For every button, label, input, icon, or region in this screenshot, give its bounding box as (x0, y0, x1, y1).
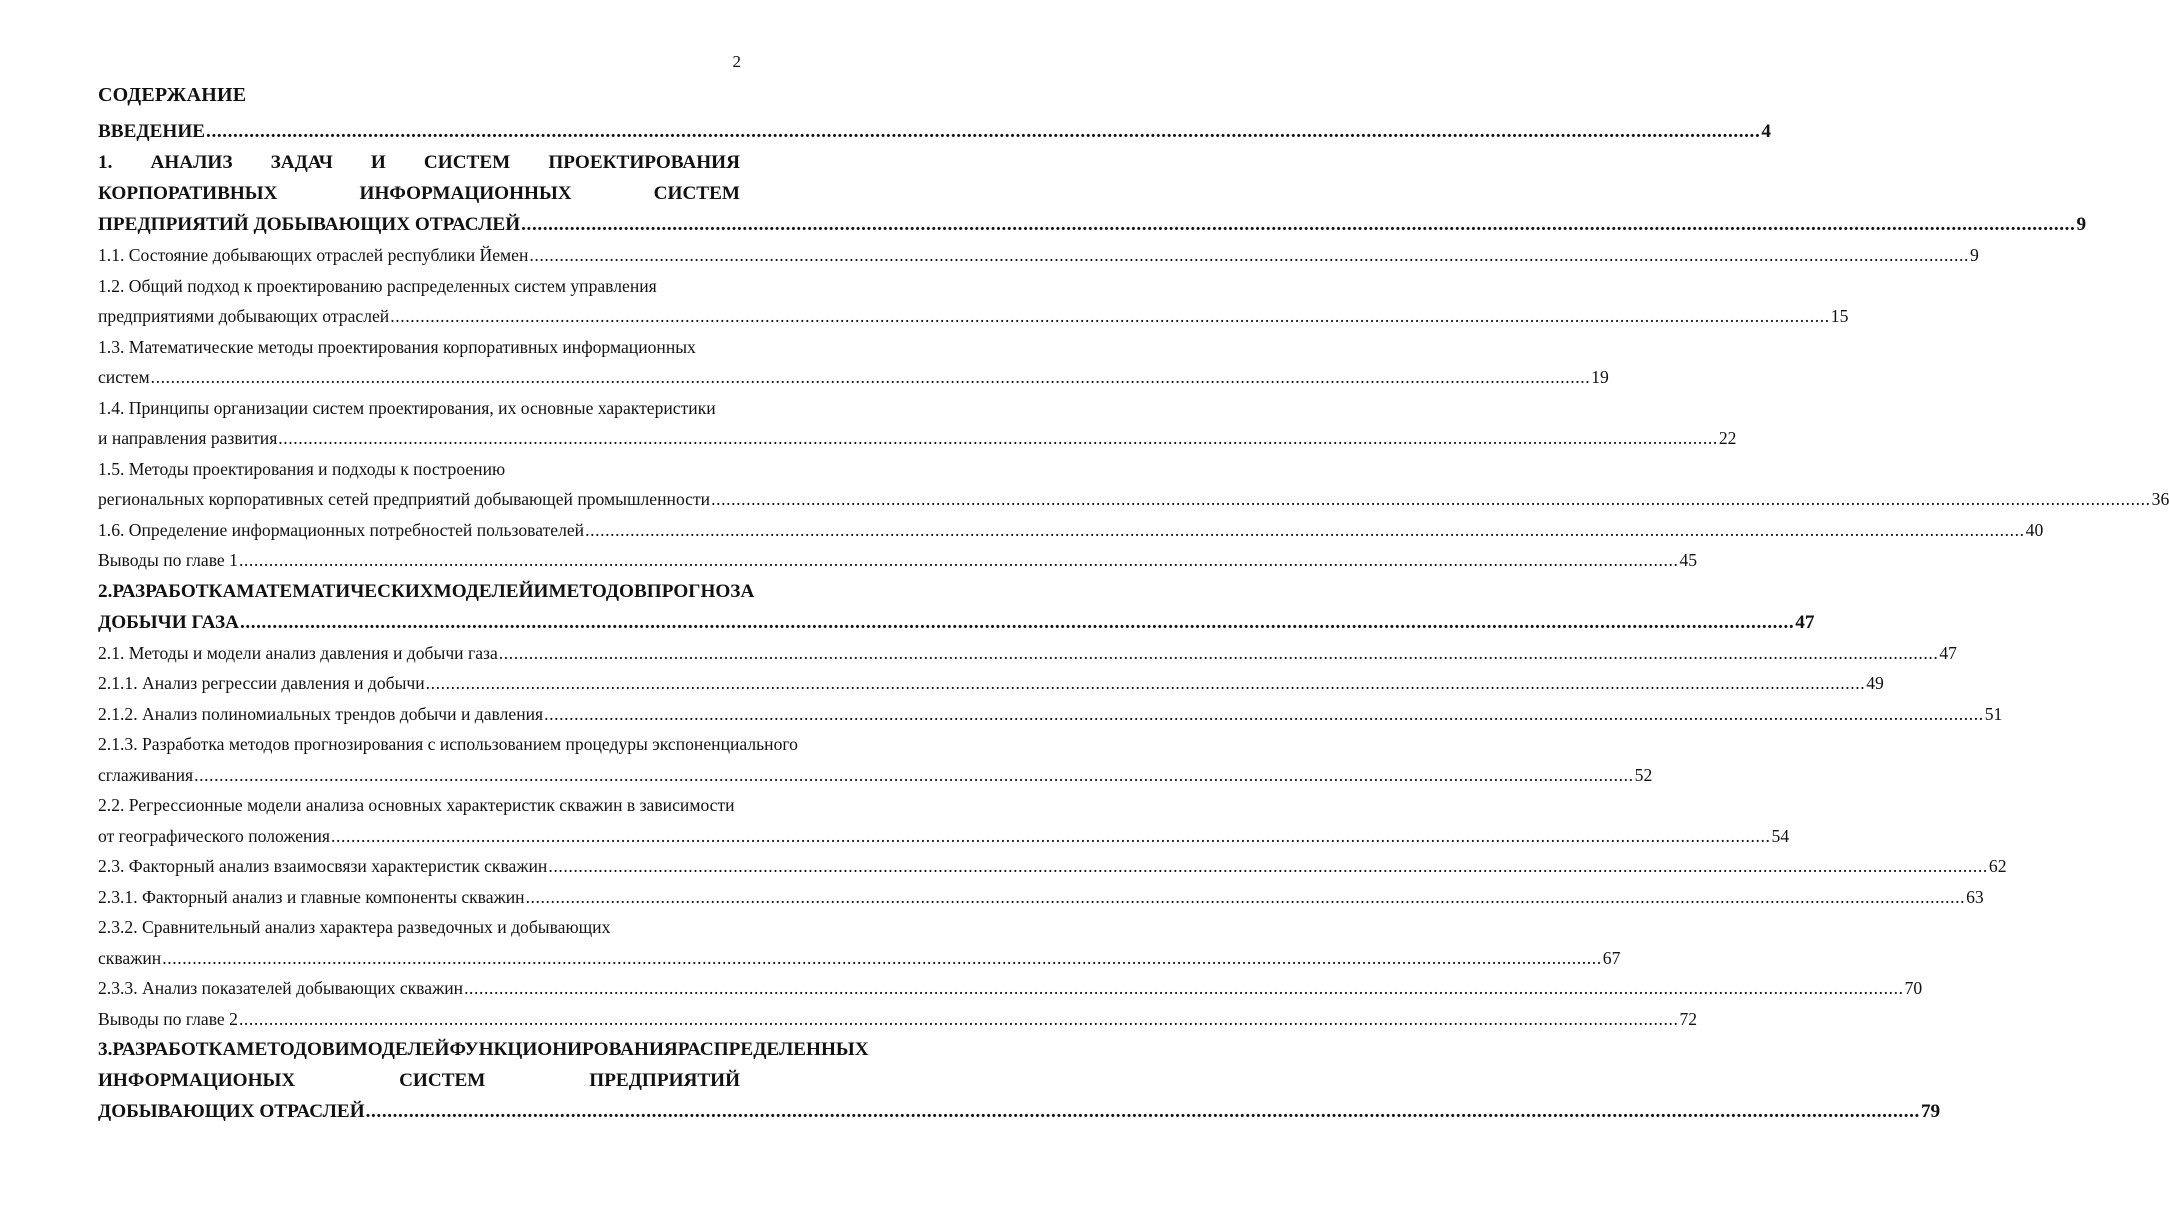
toc-entry-label: от географического положения (98, 825, 330, 846)
toc-entry (98, 332, 1609, 393)
toc-entry-last-line (98, 699, 2003, 730)
dot-leader (548, 851, 1988, 882)
toc-page-number: 63 (1966, 886, 1984, 907)
dot-leader (499, 638, 1939, 669)
toc-entry (98, 515, 2044, 546)
toc-word: РАЗРАБОТКА (112, 580, 237, 602)
toc-entry-label: 2.3.1. Факторный анализ и главные компоненты скважин (98, 886, 525, 907)
toc-entry (98, 729, 1653, 790)
dot-leader (366, 1096, 1920, 1127)
toc-entry (98, 454, 2169, 515)
toc-word: И (533, 580, 549, 602)
toc-entry (98, 668, 1884, 699)
toc-entry-last-line (98, 116, 1771, 147)
toc-word: МАТЕМАТИЧЕСКИХ (236, 580, 434, 602)
toc-page-number: 62 (1988, 856, 2007, 876)
toc-entry (98, 638, 1957, 669)
toc-page-number: 36 (2151, 489, 2169, 509)
toc-entry (98, 240, 1979, 271)
toc-entry-line (98, 178, 740, 209)
dot-leader (331, 821, 1771, 852)
toc-word: РАСПРЕДЕЛЕННЫХ (677, 1039, 869, 1060)
toc-entry (98, 973, 1923, 1004)
toc-word: ЗАДАЧ (270, 152, 333, 173)
dot-leader (585, 515, 2025, 546)
toc-entry (98, 393, 1737, 454)
toc-entry-last-line (98, 943, 1621, 974)
toc-page-number: 67 (1602, 947, 1621, 968)
dot-leader (162, 943, 1602, 974)
toc-entry-last-line (98, 760, 1653, 791)
toc-entry-label: 1.6. Определение информационных потребностей пользователей (98, 519, 585, 540)
toc-entry-last-line (98, 973, 1923, 1004)
toc-entry-label: систем (98, 367, 150, 387)
toc-entry-last-line (98, 362, 1609, 393)
dot-leader (390, 301, 1830, 332)
toc-entry-label: 2.1.2. Анализ полиномиальных трендов добычи и давления (98, 703, 544, 724)
toc-entry (98, 851, 2007, 882)
toc-entry-last-line (98, 240, 1979, 271)
toc-word: ФУНКЦИОНИРОВАНИЯ (449, 1039, 678, 1060)
dot-leader (239, 1004, 1679, 1035)
toc-entry-label: и направления развития (98, 428, 278, 448)
dot-leader (464, 973, 1904, 1004)
toc-entry-last-line (98, 851, 2007, 882)
toc-word: МОДЕЛЕЙ (433, 580, 534, 602)
toc-entry (98, 912, 1621, 973)
toc-entry-label: 2.1. Методы и модели анализ давления и добычи газа (98, 642, 498, 663)
toc-entry-label: 2.3.3. Анализ показателей добывающих скважин (98, 978, 464, 998)
dot-leader (239, 545, 1679, 576)
toc-word: ИНФОРМАЦИОННЫХ (359, 183, 572, 204)
table-of-contents (98, 116, 2169, 1127)
toc-page-number: 9 (2076, 214, 2087, 235)
toc-page-number: 47 (1939, 642, 1957, 663)
toc-entry-line: 1.4. Принципы организации систем проектирования, их основные характеристики (98, 397, 716, 418)
toc-entry-last-line (98, 209, 2087, 240)
toc-word: И (370, 152, 386, 173)
toc-entry-last-line (98, 1004, 1698, 1035)
toc-word: ПРОГНОЗА (646, 580, 755, 602)
toc-entry (98, 545, 1698, 576)
toc-word: СИСТЕМ (653, 183, 740, 204)
dot-leader (151, 362, 1591, 393)
toc-page-number: 52 (1634, 764, 1653, 785)
toc-page-number: 79 (1920, 1101, 1941, 1122)
toc-entry (98, 116, 1771, 147)
toc-word: РАЗРАБОТКА (112, 1039, 237, 1060)
toc-entry-label: 1.1. Состояние добывающих отраслей республики Йемен (98, 245, 529, 265)
toc-page-number: 4 (1761, 121, 1771, 142)
toc-entry-label: Выводы по главе 1 (98, 550, 238, 570)
dot-leader (526, 882, 1966, 913)
toc-entry-line: 2.1.3. Разработка методов прогнозирования с использованием процедуры экспоненциального (98, 734, 798, 754)
page-number: 2 (732, 52, 741, 71)
dot-leader (194, 760, 1634, 791)
toc-word: СИСТЕМ (423, 152, 511, 173)
toc-entry-line (98, 1034, 869, 1065)
toc-entry (98, 882, 1984, 913)
dot-leader (521, 209, 2075, 240)
toc-entry-label: Выводы по главе 2 (98, 1008, 238, 1029)
toc-entry-last-line (98, 821, 1790, 852)
toc-page-number: 49 (1866, 673, 1884, 693)
toc-entry-last-line (98, 1096, 1941, 1127)
dot-leader (529, 240, 1969, 271)
toc-word: 1. (98, 152, 113, 173)
toc-word: СИСТЕМ (399, 1070, 486, 1091)
toc-word: ПРОЕКТИРОВАНИЯ (548, 152, 740, 173)
toc-entry-last-line (98, 545, 1698, 576)
toc-entry-line: 1.3. Математические методы проектирования корпоративных информационных (98, 336, 696, 357)
toc-entry-line (98, 147, 740, 178)
toc-entry-last-line (98, 607, 1815, 638)
toc-entry-label: ПРЕДПРИЯТИЙ ДОБЫВАЮЩИХ ОТРАСЛЕЙ (98, 214, 521, 235)
toc-page-number: 45 (1679, 550, 1698, 570)
toc-page-number: 70 (1904, 978, 1923, 998)
toc-entry-line (98, 1065, 740, 1096)
toc-word: МЕТОДОВ (236, 1039, 335, 1060)
toc-word: МОДЕЛЕЙ (349, 1039, 450, 1060)
toc-word: АНАЛИЗ (150, 152, 233, 173)
toc-entry-line (98, 576, 755, 607)
toc-entry-last-line (98, 882, 1984, 913)
toc-page-number: 72 (1679, 1008, 1698, 1029)
toc-page-number: 19 (1591, 367, 1609, 387)
toc-entry-label: 2.1.1. Анализ регрессии давления и добычи (98, 673, 425, 693)
toc-entry-last-line (98, 423, 1737, 454)
dot-leader (278, 423, 1718, 454)
toc-word: 3. (98, 1039, 113, 1060)
toc-entry (98, 576, 1815, 638)
toc-title: СОДЕРЖАНИЕ (98, 84, 247, 106)
toc-entry-line: 2.2. Регрессионные модели анализа основных характеристик скважин в зависимости (98, 795, 735, 815)
toc-page-number: 47 (1795, 611, 1815, 633)
dot-leader (240, 607, 1794, 638)
toc-word: ПРЕДПРИЯТИЙ (589, 1070, 740, 1091)
toc-entry (98, 1034, 1941, 1127)
toc-page-number: 9 (1969, 245, 1979, 265)
toc-entry-last-line (98, 638, 1957, 669)
toc-page-number: 40 (2025, 519, 2044, 540)
dot-leader (426, 668, 1866, 699)
toc-entry-last-line (98, 484, 2169, 515)
dot-leader (206, 116, 1760, 147)
toc-entry-last-line (98, 301, 1849, 332)
toc-entry-label: 2.3. Факторный анализ взаимосвязи характеристик скважин (98, 856, 548, 876)
toc-entry (98, 699, 2003, 730)
dot-leader (711, 484, 2151, 515)
toc-word: КОРПОРАТИВНЫХ (98, 183, 278, 204)
toc-entry (98, 1004, 1698, 1035)
toc-entry-label: сглаживания (98, 764, 194, 785)
toc-word: 2. (98, 580, 113, 602)
toc-entry-label: ДОБЫЧИ ГАЗА (98, 611, 239, 633)
toc-page-number: 22 (1718, 428, 1737, 448)
toc-word: И (334, 1039, 350, 1060)
toc-entry (98, 147, 2087, 240)
toc-page-number: 54 (1771, 825, 1790, 846)
toc-word: МЕТОДОВ (548, 580, 647, 602)
dot-leader (544, 699, 1984, 730)
toc-entry (98, 790, 1790, 851)
toc-entry-last-line (98, 668, 1884, 699)
toc-entry-line: 1.5. Методы проектирования и подходы к построению (98, 458, 506, 479)
toc-entry-last-line (98, 515, 2044, 546)
toc-word: ИНФОРМАЦИОНЫХ (98, 1070, 296, 1091)
toc-page-number: 15 (1830, 306, 1849, 326)
toc-entry-label: ДОБЫВАЮЩИХ ОТРАСЛЕЙ (98, 1101, 365, 1122)
toc-entry (98, 271, 1849, 332)
toc-page-number: 51 (1984, 703, 2003, 724)
toc-entry-label: ВВЕДЕНИЕ (98, 121, 206, 142)
toc-entry-line: 2.3.2. Сравнительный анализ характера разведочных и добывающих (98, 917, 611, 937)
toc-entry-label: скважин (98, 947, 162, 968)
toc-entry-label: региональных корпоративных сетей предприятий добывающей промышленности (98, 489, 711, 509)
toc-entry-label: предприятиями добывающих отраслей (98, 306, 390, 326)
toc-entry-line: 1.2. Общий подход к проектированию распределенных систем управления (98, 275, 657, 296)
